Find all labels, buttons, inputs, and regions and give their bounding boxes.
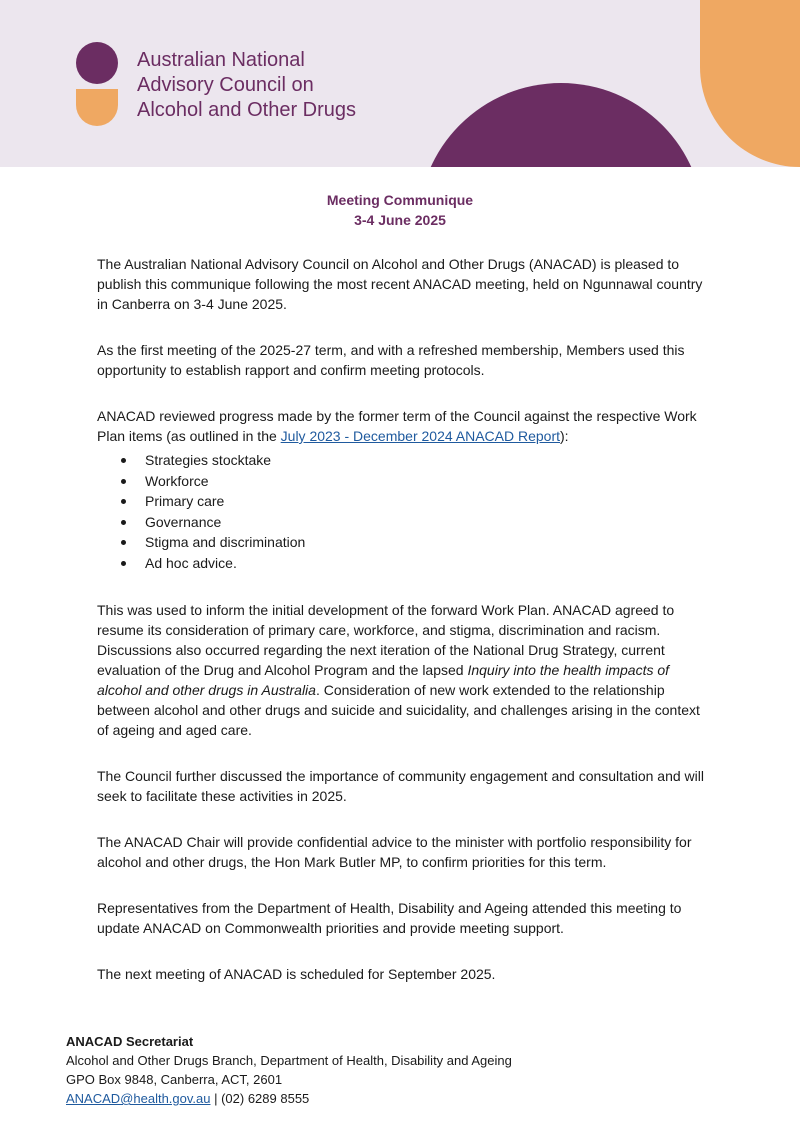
list-item: Governance [97, 512, 707, 533]
work-plan-list [97, 450, 707, 574]
review-text-after: ): [560, 428, 569, 444]
list-item: Primary care [97, 491, 707, 512]
logo-circle-icon [76, 42, 118, 84]
review-text-before: ANACAD reviewed progress made by the former term of the Council against the respective Work Plan items (as outlined in the [97, 408, 697, 444]
decorative-purple-semicircle [418, 83, 704, 167]
paragraph-next-meeting: The next meeting of ANACAD is scheduled for September 2025. [97, 965, 496, 982]
footer-contact [66, 1032, 512, 1108]
org-name-line-1: Australian National [137, 49, 305, 71]
paragraph-community: The Council further discussed the importance of community engagement and consultation and will seek to facilitate these activities in 2025. [97, 767, 704, 804]
footer-branch: Alcohol and Other Drugs Branch, Department of Health, Disability and Ageing [66, 1053, 512, 1068]
paragraph-review [97, 406, 707, 446]
footer-heading: ANACAD Secretariat [66, 1034, 194, 1049]
meeting-date: 3-4 June 2025 [354, 212, 446, 228]
list-item: Strategies stocktake [97, 450, 707, 471]
report-link[interactable]: July 2023 - December 2024 ANACAD Report [280, 428, 561, 444]
org-name-line-2: Advisory Council on [137, 74, 314, 96]
header-banner [0, 0, 800, 167]
work-plan-text-after: . Consideration of new work extended to the relationship between alcohol and other drugs and suicide and suicidality, and challenges arising in the context of ageing and aged care. [97, 681, 700, 738]
decorative-orange-shape [700, 0, 800, 167]
communique-body [97, 254, 707, 1010]
inquiry-title: Inquiry into the health impacts of alcohol and other drugs in Australia [97, 661, 670, 698]
org-name-line-3: Alcohol and Other Drugs [137, 99, 357, 121]
logo-half-circle-icon [76, 89, 118, 126]
list-item: Workforce [97, 471, 707, 492]
paragraph-work-plan [97, 600, 707, 740]
email-link[interactable]: ANACAD@health.gov.au [66, 1091, 211, 1106]
paragraph-first-meeting: As the first meeting of the 2025-27 term, and with a refreshed membership, Members used this opportunity to establish rapport and confirm meeting protocols. [97, 342, 685, 378]
footer-phone: (02) 6289 8555 [221, 1091, 310, 1106]
footer-separator: | [210, 1091, 222, 1106]
list-item: Ad hoc advice. [97, 553, 707, 574]
paragraph-department: Representatives from the Department of Health, Disability and Ageing attended this meeting to update ANACAD on Commonwealth priorities and provide meeting support. [97, 899, 682, 936]
paragraph-intro: The Australian National Advisory Council on Alcohol and Other Drugs (ANACAD) is pleased to publish this communique following the most recent ANACAD meeting, held on Ngunnawal country in Canberra on 3-4 June 2025. [97, 256, 703, 312]
list-item: Stigma and discrimination [97, 532, 707, 553]
footer-contact-line [66, 1089, 512, 1108]
org-name [137, 48, 356, 123]
paragraph-chair: The ANACAD Chair will provide confidential advice to the minister with portfolio responsibility for alcohol and other drugs, the Hon Mark Butler MP, to confirm priorities for this term. [97, 833, 692, 870]
work-plan-text-before: This was used to inform the initial development of the forward Work Plan. ANACAD agreed to resume its consideration of primary care, workforce, and stigma, discrimination and racism. Discussions also occurred regarding the next iteration of the National Drug Strategy, current evaluation of the Drug and Alcohol Program and the lapsed [97, 601, 675, 678]
page-title: Meeting Communique [326, 192, 474, 208]
footer-address: GPO Box 9848, Canberra, ACT, 2601 [66, 1072, 283, 1087]
